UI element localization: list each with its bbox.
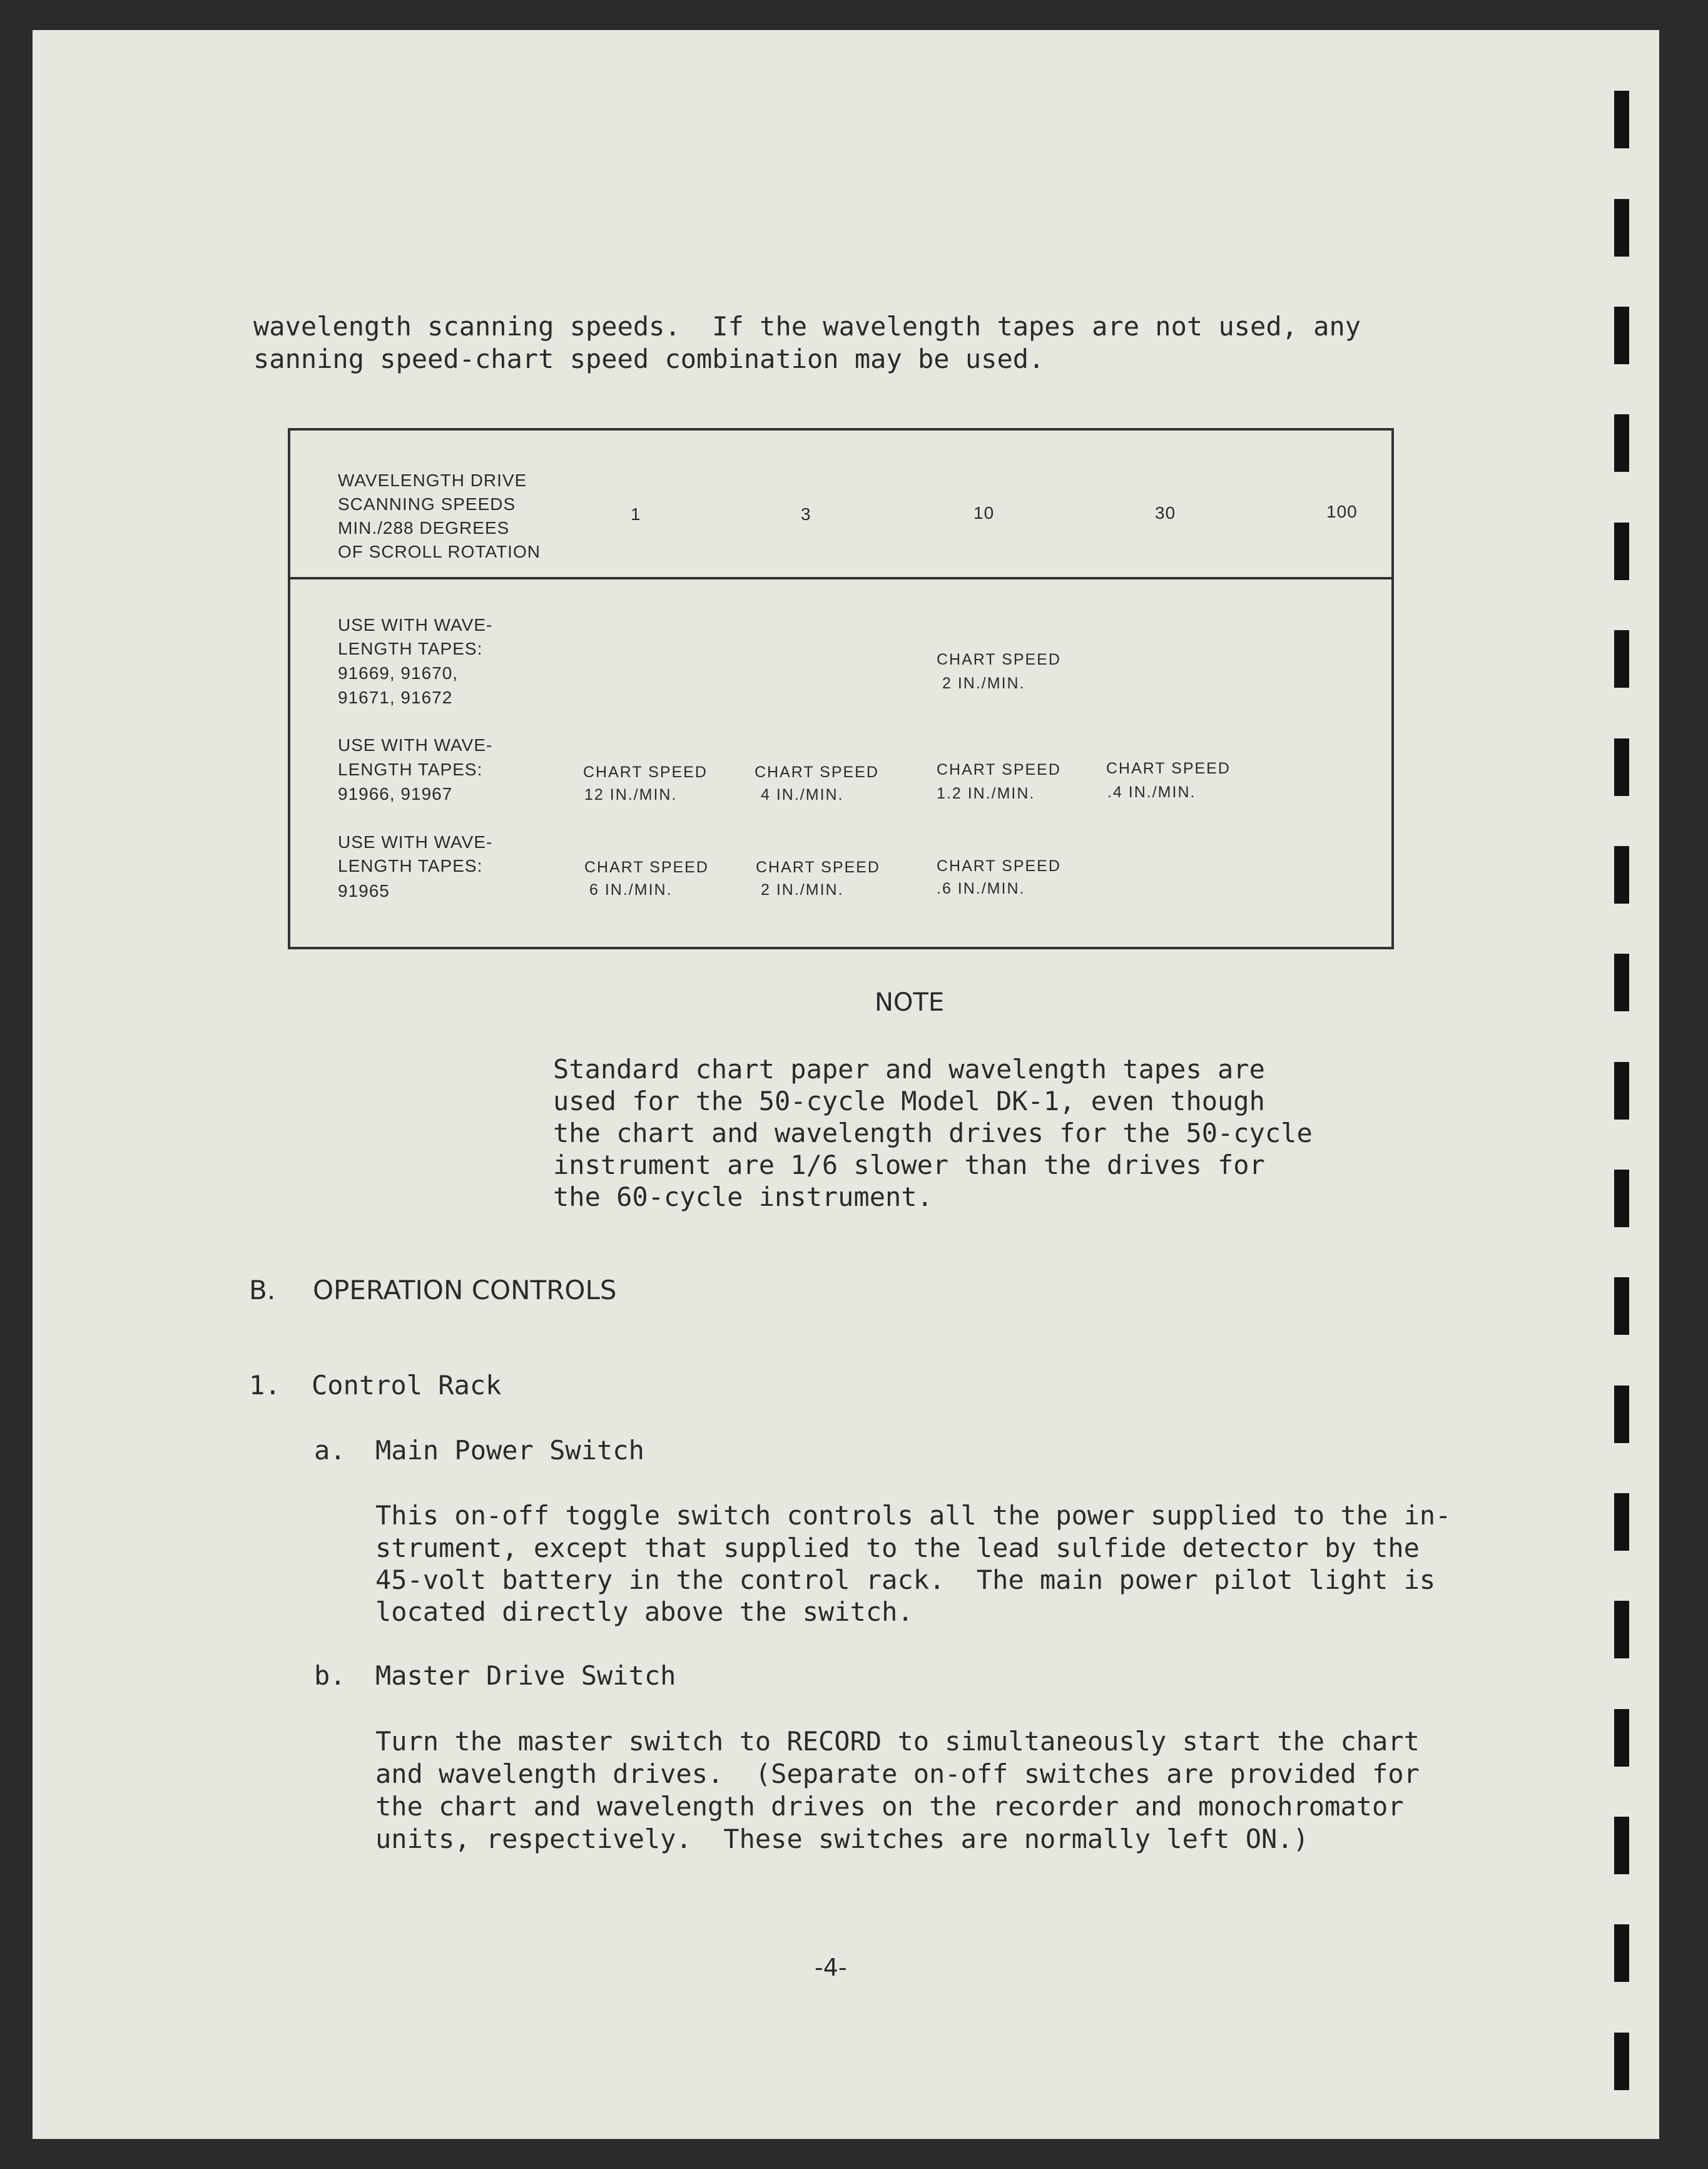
chart-speed-cell: 2 IN./MIN.	[942, 675, 1025, 692]
binding-hole	[1614, 1170, 1629, 1227]
row-label-line: USE WITH WAVE-	[338, 832, 493, 852]
item-a-line: 45-volt battery in the control rack. The main power pilot light is	[375, 1564, 1436, 1595]
header-speed: 100	[1326, 502, 1358, 521]
item-title: Main Power Switch	[375, 1435, 644, 1466]
item-a-line: This on-off toggle switch controls all the power supplied to the in-	[375, 1500, 1451, 1531]
item-a-line: located directly above the switch.	[375, 1596, 913, 1627]
chart-speed-cell: .6 IN./MIN.	[937, 880, 1025, 897]
chart-speed-cell: .4 IN./MIN.	[1107, 783, 1196, 801]
note-line: Standard chart paper and wavelength tapes are	[553, 1054, 1265, 1084]
row-label-line: LENGTH TAPES:	[338, 856, 483, 875]
section-marker: B.	[249, 1275, 276, 1305]
item-a-line: strument, except that supplied to the lead sulfide detector by the	[375, 1533, 1420, 1563]
binding-hole	[1614, 414, 1629, 472]
table-header-divider	[288, 577, 1394, 579]
item-b-line: units, respectively. These switches are normally left ON.)	[375, 1824, 1309, 1854]
row-label-line: 91965	[338, 881, 390, 901]
item-title: Master Drive Switch	[375, 1660, 676, 1691]
chart-speed-cell: 6 IN./MIN.	[589, 881, 673, 899]
note-heading: NOTE	[875, 988, 945, 1017]
binding-hole	[1614, 307, 1629, 364]
binding-hole	[1614, 2033, 1629, 2090]
header-speed: 3	[801, 504, 811, 524]
header-label-line: MIN./288 DEGREES	[338, 518, 510, 538]
binding-hole	[1614, 1062, 1629, 1120]
binding-hole	[1614, 199, 1629, 257]
item-b-line: and wavelength drives. (Separate on-off switches are provided for	[375, 1758, 1420, 1789]
header-label-line: WAVELENGTH DRIVE	[338, 471, 527, 490]
chart-speed-cell: 1.2 IN./MIN.	[937, 785, 1035, 802]
binding-hole	[1614, 1924, 1629, 1982]
row-label-line: 91966, 91967	[338, 784, 453, 804]
binding-hole	[1614, 91, 1629, 148]
header-speed: 1	[631, 504, 641, 524]
note-line: instrument are 1/6 slower than the drives for	[553, 1150, 1265, 1180]
subsection-marker: 1.	[249, 1370, 281, 1401]
chart-speed-cell: 4 IN./MIN.	[761, 786, 844, 804]
binding-hole	[1614, 630, 1629, 688]
row-label-line: 91669, 91670,	[338, 663, 459, 683]
chart-speed-cell: 2 IN./MIN.	[761, 881, 844, 899]
binding-hole	[1614, 738, 1629, 796]
binding-hole	[1614, 954, 1629, 1011]
item-b-line: the chart and wavelength drives on the recorder and monochromator	[375, 1791, 1404, 1822]
binding-hole	[1614, 1277, 1629, 1335]
item-marker: a.	[314, 1435, 346, 1466]
note-line: the chart and wavelength drives for the 50-cycle	[553, 1118, 1313, 1148]
row-label-line: 91671, 91672	[338, 688, 453, 707]
binding-hole	[1614, 1817, 1629, 1874]
header-speed: 10	[973, 503, 995, 523]
item-b-line: Turn the master switch to RECORD to simultaneously start the chart	[375, 1726, 1420, 1757]
header-label-line: OF SCROLL ROTATION	[338, 542, 541, 561]
subsection-title: Control Rack	[312, 1370, 502, 1401]
item-marker: b.	[314, 1660, 346, 1691]
header-label-line: SCANNING SPEEDS	[338, 494, 516, 514]
chart-speed-cell: CHART SPEED	[937, 651, 1061, 668]
row-label-line: USE WITH WAVE-	[338, 615, 493, 635]
row-label-line: LENGTH TAPES:	[338, 760, 483, 779]
row-label-line: LENGTH TAPES:	[338, 639, 483, 658]
note-line: used for the 50-cycle Model DK-1, even though	[553, 1086, 1265, 1116]
intro-line: wavelength scanning speeds. If the wavelength tapes are not used, any	[253, 311, 1361, 342]
chart-speed-cell: CHART SPEED	[1106, 760, 1231, 777]
row-label-line: USE WITH WAVE-	[338, 735, 493, 755]
binding-hole	[1614, 523, 1629, 580]
chart-speed-cell: CHART SPEED	[584, 859, 709, 876]
chart-speed-cell: 12 IN./MIN.	[584, 786, 678, 804]
chart-speed-cell: CHART SPEED	[756, 859, 880, 876]
binding-hole	[1614, 1493, 1629, 1551]
binding-hole	[1614, 1601, 1629, 1658]
header-speed: 30	[1155, 503, 1176, 523]
chart-speed-cell: CHART SPEED	[937, 857, 1061, 875]
chart-speed-cell: CHART SPEED	[937, 761, 1061, 778]
binding-hole	[1614, 1709, 1629, 1767]
intro-line: sanning speed-chart speed combination may be used.	[253, 344, 1045, 374]
note-line: the 60-cycle instrument.	[553, 1181, 933, 1212]
page-number: -4-	[815, 1954, 847, 1981]
chart-speed-cell: CHART SPEED	[755, 763, 879, 781]
section-title: OPERATION CONTROLS	[313, 1275, 617, 1305]
chart-speed-cell: CHART SPEED	[583, 763, 708, 781]
binding-hole	[1614, 846, 1629, 904]
binding-hole	[1614, 1386, 1629, 1443]
